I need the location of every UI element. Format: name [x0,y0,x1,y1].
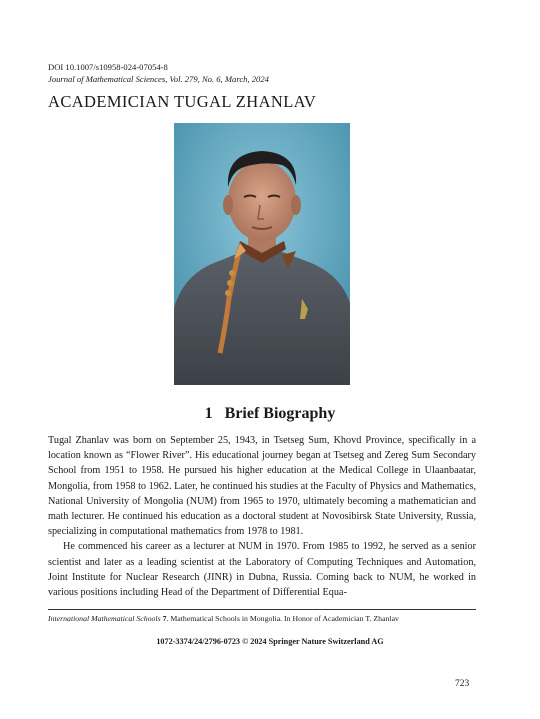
section-number: 1 [204,405,213,422]
page-number: 723 [455,679,470,689]
footnote-text: . Mathematical Schools in Mongolia. In Honor of Academician T. Zhanlav [166,614,399,623]
footnote-series: International Mathematical Schools [48,614,161,623]
footnote-volume: 7 [162,614,167,623]
portrait-image [174,123,350,385]
section-heading [0,405,540,423]
portrait-photo [174,123,350,385]
copyright-line: 1072-3374/24/2796-0723 © 2024 Springer Nature Switzerland AG [156,637,384,646]
paragraph: He commenced his career as a lecturer at NUM in 1970. From 1985 to 1992, he served as a senior scientist and later as a leading scientist at the Laboratory of Computing Techniques and Automation, Joint Institute for Nuclear Research (JINR) in Dubna, Russia. Coming back to NUM, he worked in various positions including Head of the Department of Differential Equa- [48,541,476,599]
doi: DOI 10.1007/s10958-024-07054-8 [48,62,168,72]
footnote [48,614,488,623]
article-title: ACADEMICIAN TUGAL ZHANLAV [48,92,317,111]
footnote-divider [48,609,476,610]
section-title: Brief Biography [224,405,336,422]
journal-citation: Journal of Mathematical Sciences, Vol. 279, No. 6, March, 2024 [48,74,269,84]
paragraph: Tugal Zhanlav was born on September 25, 1943, in Tsetseg Sum, Khovd Province, specifically in a location known as “Flower River”. His educational journey began at Tsetseg and Zereg Sum Secondary School from 1951 to 1958. He pursued his higher education at the Medical College in Ulaanbaatar, Mongolia, from 1958 to 1962. Later, he continued his studies at the Faculty of Physics and Mathematics, National University of Mongolia (NUM) from 1965 to 1970, ultimately becoming a mathematician and math lecturer. He continued his education as a doctoral student at Novosibirsk State University, Russia, specializing in computational mathematics from 1978 to 1981. [48,435,476,538]
biography-body [48,433,476,600]
article-header [48,61,269,85]
